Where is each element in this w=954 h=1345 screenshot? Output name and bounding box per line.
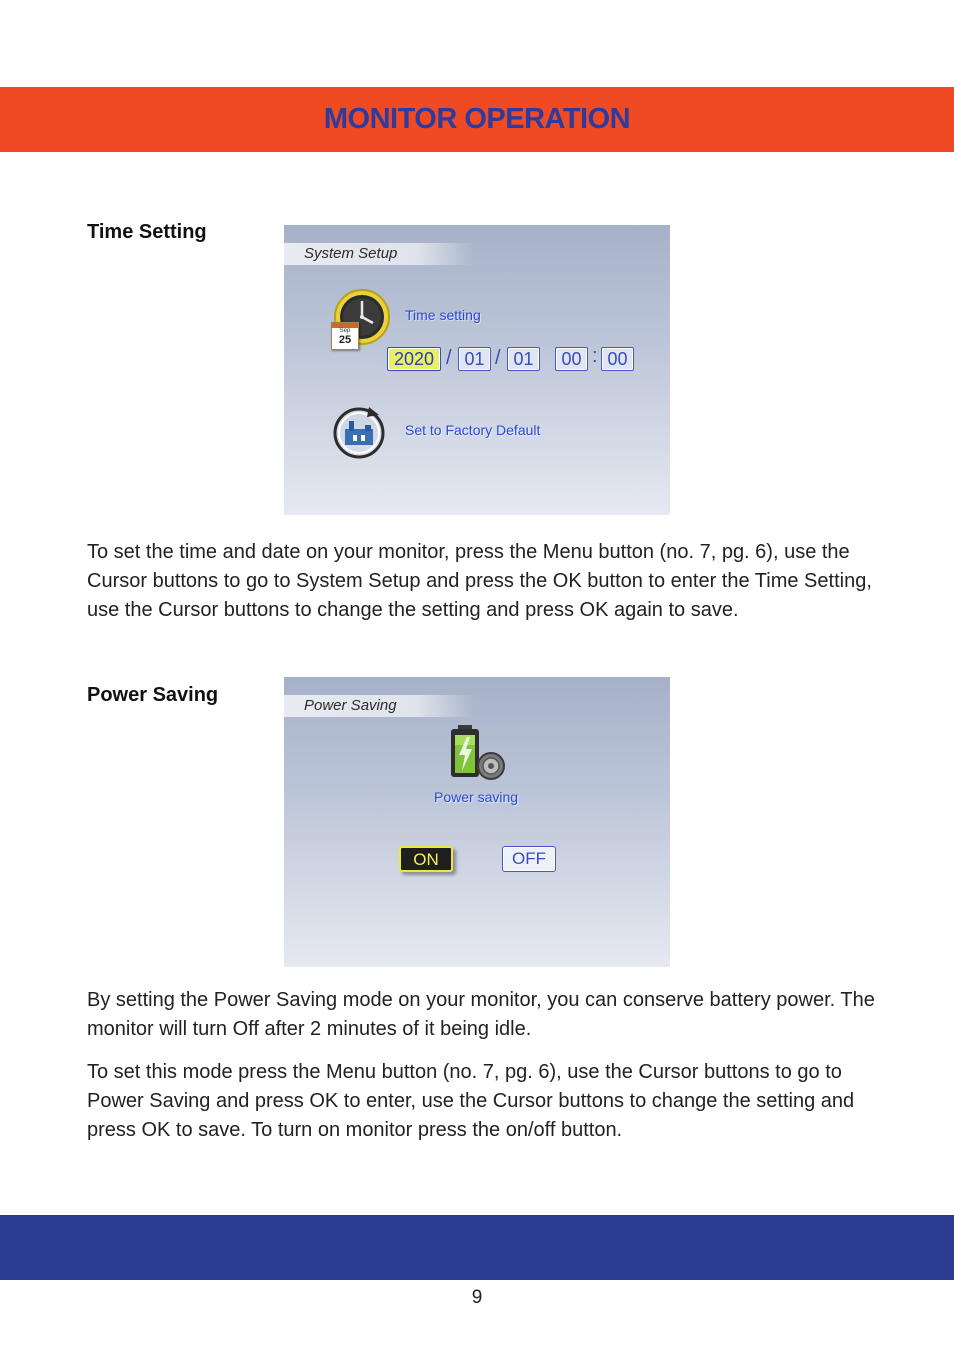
power-saving-option: Power saving bbox=[434, 789, 519, 805]
month-field[interactable]: 01 bbox=[458, 347, 491, 371]
page-number: 9 bbox=[471, 1287, 483, 1308]
screen-title: System Setup bbox=[284, 243, 474, 265]
power-saving-heading: Power Saving bbox=[87, 684, 219, 706]
system-setup-screen bbox=[284, 225, 670, 515]
year-field[interactable]: 2020 bbox=[387, 347, 441, 371]
footer-band bbox=[0, 1215, 954, 1280]
off-button[interactable]: OFF bbox=[502, 846, 556, 872]
minute-field[interactable]: 00 bbox=[601, 347, 634, 371]
calendar-month: Sep bbox=[339, 328, 351, 334]
on-button[interactable]: ON bbox=[399, 846, 453, 872]
header-band bbox=[0, 87, 954, 152]
time-separator: : bbox=[592, 345, 598, 367]
day-field[interactable]: 01 bbox=[507, 347, 540, 371]
power-saving-description-2: To set this mode press the Menu button (no. 7, pg. 6), use the Cursor buttons to go to Power Saving and press OK to enter, use the Cursor buttons to change the setting and press OK to save. To turn on monitor press the on/off button. bbox=[87, 1061, 855, 1141]
calendar-icon bbox=[331, 322, 359, 350]
time-setting-heading: Time Setting bbox=[87, 221, 207, 243]
power-saving-screen bbox=[284, 677, 670, 967]
date-separator: / bbox=[495, 347, 501, 369]
power-saving-description-1: By setting the Power Saving mode on your monitor, you can conserve battery power. The monitor will turn Off after 2 minutes of it being idle. bbox=[87, 989, 875, 1040]
date-separator: / bbox=[446, 347, 452, 369]
time-setting-option[interactable]: Time setting bbox=[405, 307, 481, 323]
hour-field[interactable]: 00 bbox=[555, 347, 588, 371]
calendar-day: 25 bbox=[338, 334, 352, 346]
gear-icon bbox=[476, 751, 506, 781]
time-setting-description: To set the time and date on your monitor, press the Menu button (no. 7, pg. 6), use the Cursor buttons to go to System Setup and press the OK button to enter the Time Setting, use the Cursor buttons to change the setting and press OK again to save. bbox=[87, 541, 872, 621]
factory-default-option[interactable]: Set to Factory Default bbox=[405, 422, 541, 438]
page-title: MONITOR OPERATION bbox=[323, 103, 631, 135]
screen-title: Power Saving bbox=[284, 695, 474, 717]
factory-reset-icon bbox=[331, 405, 387, 461]
